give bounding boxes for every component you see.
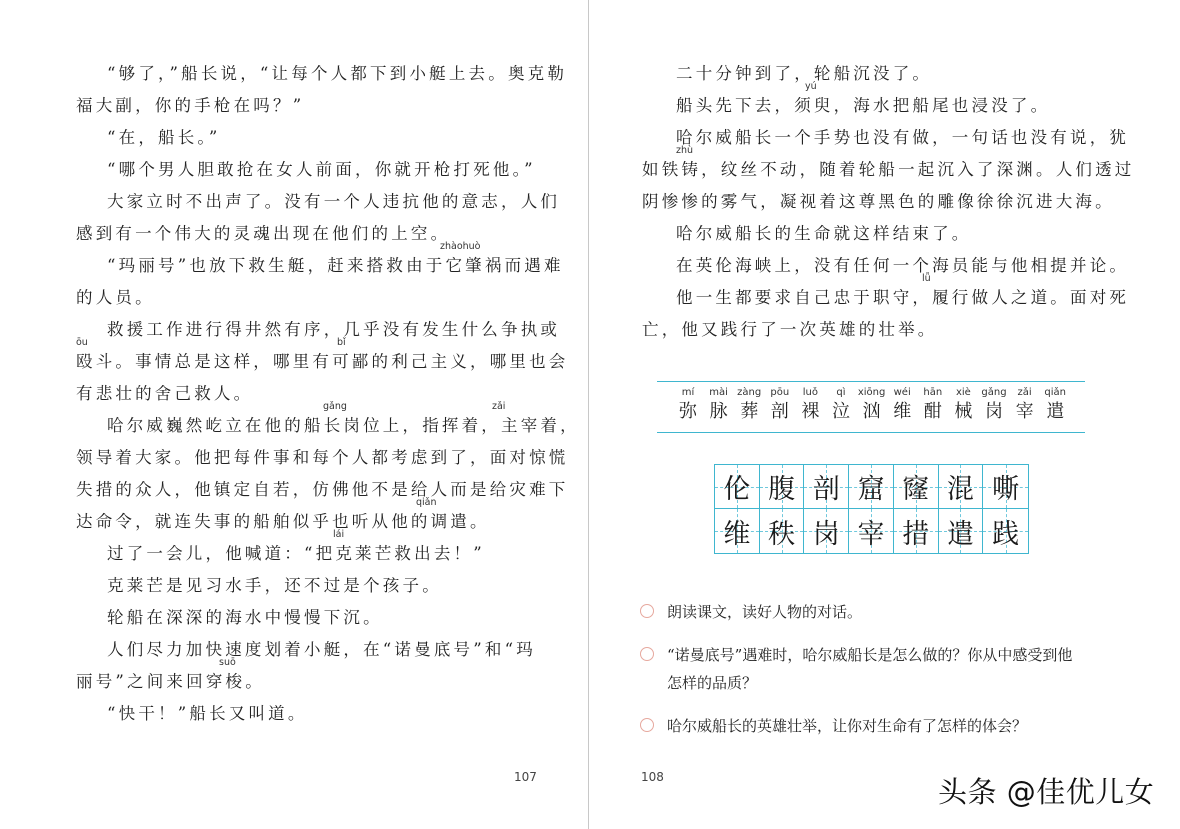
- circle-bullet-icon: [640, 647, 654, 661]
- pinyin-annotation: lǚ: [922, 273, 931, 284]
- text-line: 阴惨惨的雾气，凝视着这尊黑色的雕像徐徐沉进大海。: [642, 192, 1115, 211]
- vocab-pinyin: zàng: [737, 387, 762, 398]
- text-line: 大家立时不出声了。没有一个人违抗他的意志，人们: [107, 192, 561, 211]
- vocab-item: [887, 386, 917, 424]
- vocabulary-strip: [657, 381, 1085, 433]
- grid-character: 践: [992, 518, 1020, 550]
- text-line: 在英伦海峡上，没有任何一个海员能与他相提并论。: [676, 256, 1130, 275]
- grid-character: 窿: [902, 474, 930, 505]
- vocab-pinyin: qì: [836, 387, 846, 398]
- text-line: 感到有一个伟大的灵魂出现在他们的上空。: [76, 224, 451, 243]
- grid-cell: [804, 509, 849, 553]
- text-line: 有悲壮的舍己救人。: [76, 384, 254, 403]
- vocab-item: [704, 386, 734, 424]
- vocab-pinyin: zǎi: [1017, 387, 1032, 398]
- vocab-character: 脉: [709, 401, 728, 422]
- vocab-character: 遣: [1046, 401, 1065, 422]
- circle-bullet-icon: [640, 604, 654, 618]
- grid-cell: [760, 509, 805, 553]
- pinyin-annotation: qiǎn: [416, 497, 437, 508]
- text-line: 殴斗。事情总是这样，哪里有可鄙的利己主义，哪里也会: [76, 352, 569, 371]
- grid-cell: [715, 509, 760, 553]
- circle-bullet-icon: [640, 718, 654, 732]
- grid-character: 岗: [812, 518, 840, 550]
- vocab-character: 宰: [1015, 401, 1034, 422]
- pinyin-annotation: bǐ: [337, 337, 346, 348]
- grid-character: 维: [723, 518, 751, 550]
- pinyin-annotation: yú: [805, 81, 817, 92]
- question-text: 怎样的品质？: [667, 674, 758, 692]
- vocab-item: [948, 386, 978, 424]
- vocab-character: 酣: [923, 401, 942, 422]
- grid-character: 秩: [768, 518, 796, 550]
- text-line: 过了一会儿，他喊道：“把克莱芒救出去！”: [107, 544, 485, 563]
- vocab-pinyin: xiōng: [857, 387, 886, 398]
- grid-cell: [983, 509, 1028, 553]
- pinyin-annotation: zhù: [676, 145, 694, 156]
- text-line: 的人员。: [76, 288, 155, 307]
- pinyin-annotation: zhàohuò: [440, 241, 481, 252]
- vocab-item: [1010, 386, 1040, 424]
- vocab-pinyin: luǒ: [802, 387, 818, 398]
- grid-cell: [760, 465, 805, 509]
- grid-character: 剖: [812, 474, 840, 505]
- text-line: 人们尽力加快速度划着小艇，在“诺曼底号”和“玛: [107, 640, 536, 659]
- vocab-item: [765, 386, 795, 424]
- text-line: “玛丽号”也放下救生艇，赶来搭救由于它肇祸而遇难: [107, 256, 564, 275]
- grid-cell: [849, 465, 894, 509]
- writing-grid: [714, 464, 1029, 554]
- vocab-pinyin: mí: [681, 387, 695, 398]
- grid-character: 措: [902, 518, 930, 550]
- text-line: 如铁铸，纹丝不动，随着轮船一起沉入了深渊。人们透过: [642, 160, 1135, 179]
- vocab-character: 汹: [862, 401, 881, 422]
- vocab-pinyin: xiè: [955, 387, 971, 398]
- text-line: 他一生都要求自己忠于职守，履行做人之道。面对死: [676, 288, 1130, 307]
- grid-cell: [894, 509, 939, 553]
- text-line: 船头先下去，须臾，海水把船尾也浸没了。: [676, 96, 1051, 115]
- vocab-pinyin: hān: [923, 387, 943, 398]
- grid-cell: [983, 465, 1028, 509]
- text-line: 福大副，你的手枪在吗？”: [76, 96, 305, 115]
- vocab-item: [979, 386, 1009, 424]
- pinyin-annotation: ōu: [76, 337, 88, 348]
- pinyin-annotation: zǎi: [492, 401, 506, 412]
- question-text: 哈尔威船长的英雄壮举，让你对生命有了怎样的体会？: [667, 717, 1028, 735]
- text-line: “够了，”船长说，“让每个人都下到小艇上去。奥克勒: [107, 64, 568, 83]
- vocab-character: 泣: [832, 401, 850, 422]
- grid-character: 腹: [768, 474, 796, 505]
- page-number-left: 107: [514, 770, 537, 784]
- vocab-item: [795, 386, 825, 424]
- vocab-pinyin: wéi: [893, 387, 911, 398]
- grid-cell: [715, 465, 760, 509]
- grid-cell: [939, 509, 984, 553]
- grid-character: 混: [946, 474, 974, 505]
- text-line: 领导着大家。他把每件事和每个人都考虑到了，面对惊慌: [76, 448, 569, 467]
- vocab-item: [1040, 386, 1070, 424]
- question-text: “诺曼底号”遇难时，哈尔威船长是怎么做的？你从中感受到他: [667, 646, 1073, 664]
- pinyin-annotation: gǎng: [323, 401, 347, 412]
- pinyin-annotation: suō: [219, 657, 236, 668]
- grid-cell: [939, 465, 984, 509]
- page-number-right: 108: [641, 770, 664, 784]
- grid-character: 嘶: [992, 474, 1020, 505]
- vocab-item: [857, 386, 887, 424]
- grid-character: 窟: [857, 474, 885, 505]
- vocab-item: [918, 386, 948, 424]
- pinyin-annotation: lái: [333, 529, 345, 540]
- grid-cell: [804, 465, 849, 509]
- vocab-character: 弥: [679, 401, 697, 422]
- text-line: “在，船长。”: [107, 128, 221, 147]
- text-line: 哈尔威船长一个手势也没有做，一句话也没有说，犹: [676, 128, 1130, 147]
- vocab-character: 葬: [740, 401, 759, 422]
- text-line: 救援工作进行得井然有序，几乎没有发生什么争执或: [107, 320, 561, 339]
- grid-cell: [849, 509, 894, 553]
- text-line: 失措的众人，他镇定自若，仿佛他不是给人而是给灾难下: [76, 480, 569, 499]
- text-line: 轮船在深深的海水中慢慢下沉。: [107, 608, 383, 627]
- watermark: 头条 @佳优儿女: [938, 775, 1155, 809]
- vocab-pinyin: pōu: [770, 387, 790, 398]
- text-line: 哈尔威船长的生命就这样结束了。: [676, 224, 972, 243]
- vocab-item: [826, 386, 856, 424]
- vocab-pinyin: qiǎn: [1044, 387, 1066, 398]
- text-line: 亡，他又践行了一次英雄的壮举。: [642, 320, 938, 339]
- vocab-pinyin: gǎng: [981, 387, 1007, 398]
- grid-cell: [894, 465, 939, 509]
- grid-character: 遣: [946, 518, 974, 550]
- vocab-item: [734, 386, 764, 424]
- grid-character: 伦: [723, 474, 751, 505]
- vocab-item: [673, 386, 703, 424]
- text-line: “快干！”船长又叫道。: [107, 704, 308, 723]
- vocab-pinyin: mài: [709, 387, 728, 398]
- text-line: 二十分钟到了，轮船沉没了。: [676, 64, 933, 83]
- vocab-character: 剖: [770, 401, 789, 422]
- vocab-character: 械: [954, 401, 973, 422]
- vocab-character: 维: [893, 401, 912, 422]
- text-line: 克莱芒是见习水手，还不过是个孩子。: [107, 576, 442, 595]
- vocab-character: 岗: [985, 401, 1003, 422]
- text-line: “哪个男人胆敢抢在女人前面，你就开枪打死他。”: [107, 160, 536, 179]
- text-line: 丽号”之间来回穿梭。: [76, 672, 265, 691]
- grid-character: 宰: [857, 518, 885, 550]
- text-line: 哈尔威巍然屹立在他的船长岗位上，指挥着，主宰着，: [107, 416, 580, 435]
- question-text: 朗读课文，读好人物的对话。: [667, 603, 863, 621]
- text-line: 达命令，就连失事的船舶似乎也听从他的调遣。: [76, 512, 490, 531]
- vocab-character: 裸: [801, 401, 820, 422]
